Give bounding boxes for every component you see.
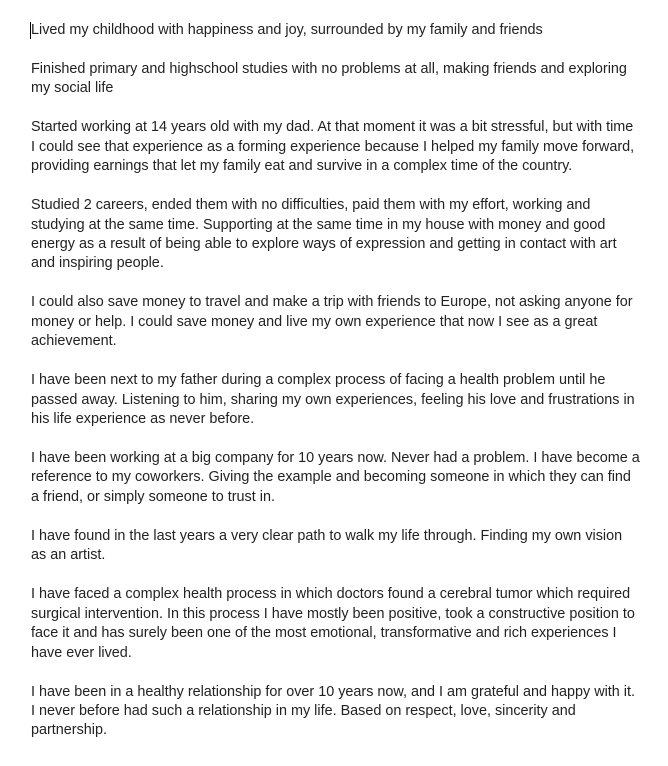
- paragraph-careers[interactable]: Studied 2 careers, ended them with no difficulties, paid them with my effort, working and studying at the same time. Supporting at the same time in my house with money and good energy as a result of being able to explore ways of expression and getting in contact with art and inspiring people.: [31, 197, 617, 272]
- paragraph-childhood[interactable]: [31, 21, 641, 40]
- paragraph-relationship[interactable]: I have been in a healthy relationship for over 10 years now, and I am grateful and happy with it. I never before had such a relationship in my life. Based on respect, love, sincerity and partnership.: [31, 683, 635, 739]
- paragraph-artist-path[interactable]: I have found in the last years a very clear path to walk my life through. Finding my own vision as an artist.: [31, 527, 623, 564]
- paragraph-first-job[interactable]: Started working at 14 years old with my dad. At that moment it was a bit stressful, but with time I could see that experience as a forming experience because I helped my family move forward, providing earnings that let my family eat and survive in a complex time of the country.: [31, 119, 635, 175]
- paragraph-school[interactable]: Finished primary and highschool studies with no problems at all, making friends and exploring my social life: [31, 61, 627, 97]
- paragraph-health[interactable]: I have faced a complex health process in which doctors found a cerebral tumor which required surgical intervention. In this process I have mostly been positive, took a constructive position to face it and has surely been one of the most emotional, transformative and rich experiences I have ever lived.: [31, 586, 635, 661]
- paragraph-father[interactable]: I have been next to my father during a complex process of facing a health problem until he passed away. Listening to him, sharing my own experiences, feeling his love and frustrations in his life experience as never before.: [31, 372, 635, 428]
- document-body[interactable]: [31, 21, 641, 760]
- paragraph-travel[interactable]: I could also save money to travel and make a trip with friends to Europe, not asking anyone for money or help. I could save money and live my own experience that now I see as a great achievement.: [31, 294, 633, 350]
- paragraph-company[interactable]: I have been working at a big company for 10 years now. Never had a problem. I have become a reference to my coworkers. Giving the example and becoming someone in which they can find a friend, or simply someone to trust in.: [31, 450, 640, 505]
- paragraph-text: Lived my childhood with happiness and joy, surrounded by my family and friends: [31, 22, 543, 38]
- text-cursor: [30, 22, 31, 39]
